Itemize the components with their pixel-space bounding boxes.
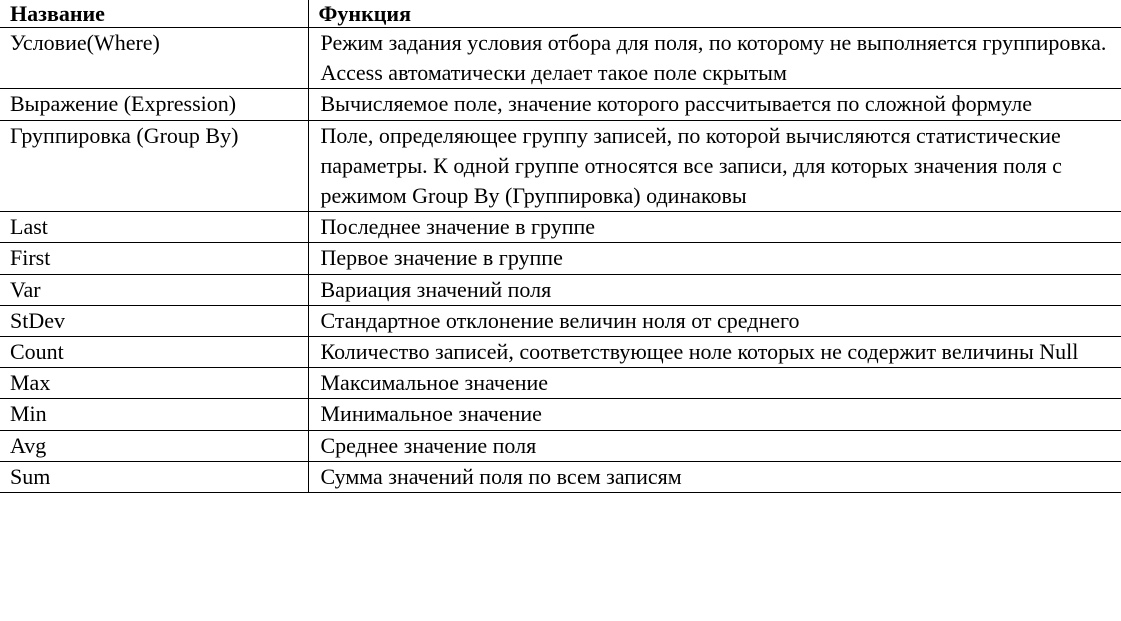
table-row [0,337,1121,368]
row-function: Вариация значений поля [308,274,1121,305]
row-name: Условие(Where) [0,28,308,89]
row-function: Поле, определяющее группу записей, по которой вычисляются статистические параметры. К одной группе относятся все записи, для которых значения поля с режимом Group By (Группировка) одинаковы [308,120,1121,212]
table-row [0,305,1121,336]
row-name: Min [0,399,308,430]
table-row [0,430,1121,461]
row-name: Var [0,274,308,305]
header-function: Функция [308,0,1121,28]
row-name: Count [0,337,308,368]
row-function: Минимальное значение [308,399,1121,430]
table-row [0,368,1121,399]
table-row [0,461,1121,492]
row-name: Last [0,212,308,243]
table-header-row [0,0,1121,28]
row-function: Первое значение в группе [308,243,1121,274]
row-function: Количество записей, соответствующее ноле которых не содержит величины Null [308,337,1121,368]
row-function: Среднее значение поля [308,430,1121,461]
row-function: Режим задания условия отбора для поля, по которому не выполняется группировка. Access автоматически делает такое поле скрытым [308,28,1121,89]
row-function: Сумма значений поля по всем записям [308,461,1121,492]
table-row [0,274,1121,305]
row-function: Максимальное значение [308,368,1121,399]
row-function: Стандартное отклонение величин ноля от среднего [308,305,1121,336]
row-name: Выражение (Expression) [0,89,308,120]
row-name: StDev [0,305,308,336]
header-name: Название [0,0,308,28]
row-name: Avg [0,430,308,461]
table-row [0,28,1121,89]
row-name: Sum [0,461,308,492]
row-name: First [0,243,308,274]
row-function: Последнее значение в группе [308,212,1121,243]
table-row [0,89,1121,120]
table-row [0,212,1121,243]
row-name: Группировка (Group By) [0,120,308,212]
table-row [0,399,1121,430]
table-row [0,243,1121,274]
row-function: Вычисляемое поле, значение которого рассчитывается по сложной формуле [308,89,1121,120]
table-row [0,120,1121,212]
row-name: Max [0,368,308,399]
